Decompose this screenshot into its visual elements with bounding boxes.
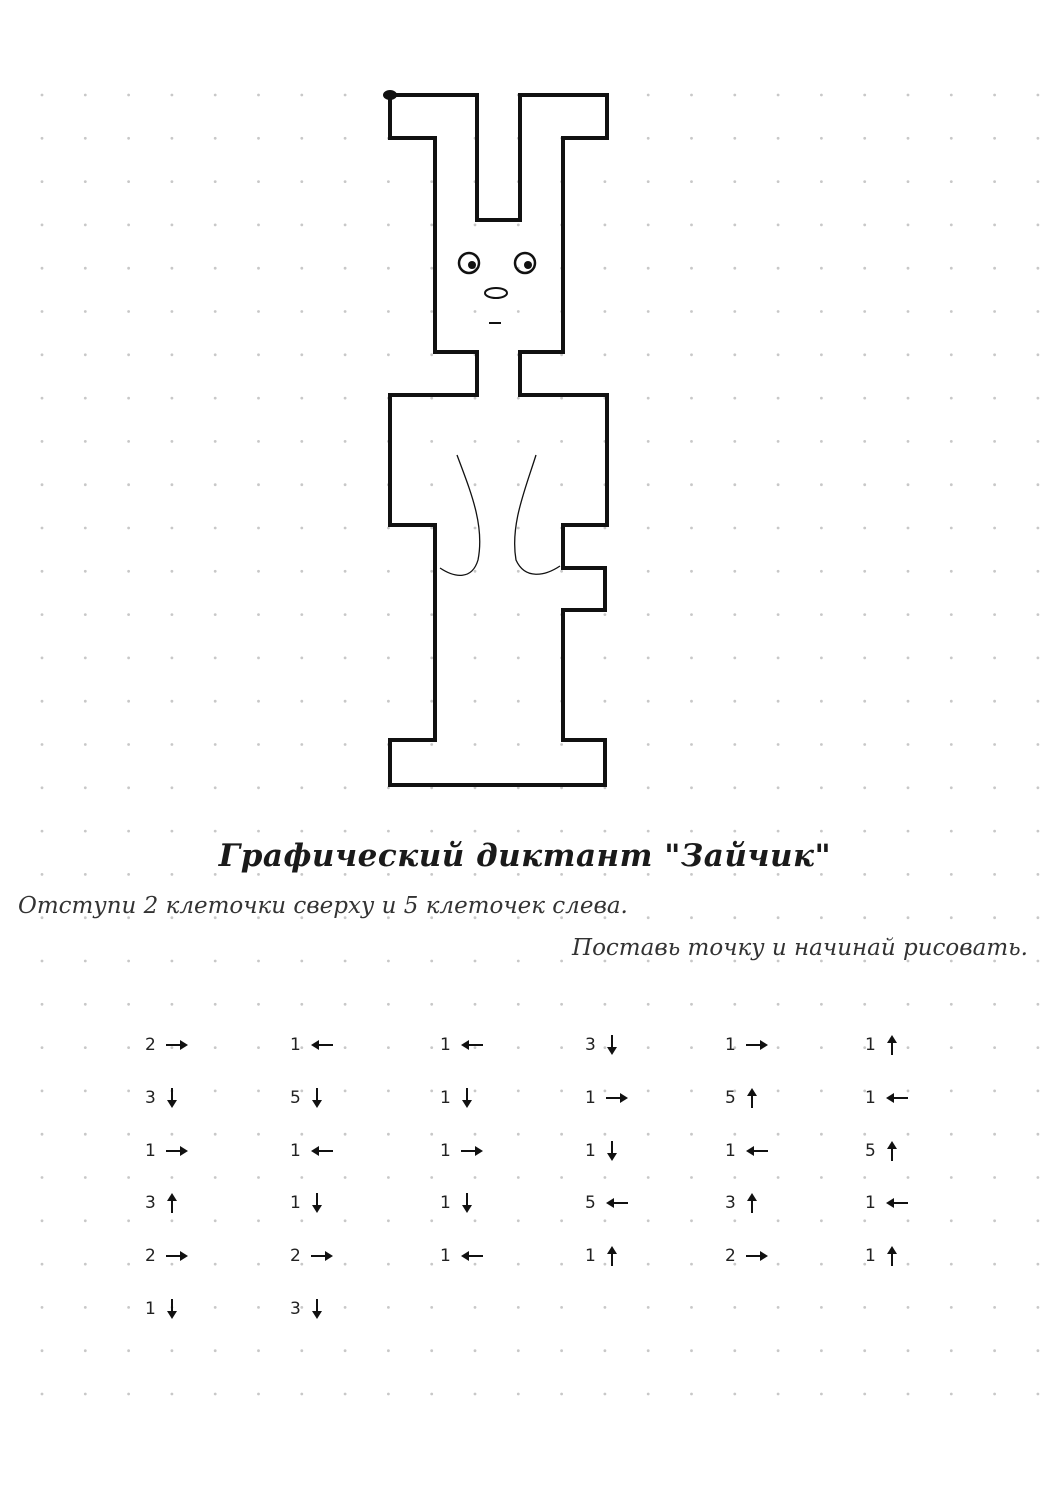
arrow-up-icon: [605, 1245, 619, 1267]
page-title: Графический диктант "Зайчик": [218, 838, 832, 874]
dictation-step: [440, 1243, 484, 1269]
step-count: 1: [145, 1299, 156, 1319]
arrow-right-icon: [165, 1144, 189, 1158]
instruction-start: Поставь точку и начинай рисовать.: [572, 935, 1028, 961]
dictation-step: [585, 1085, 629, 1111]
dictation-step: [725, 1243, 769, 1269]
dictation-step: [145, 1190, 179, 1216]
dictation-step: [290, 1085, 324, 1111]
arrow-right-icon: [165, 1038, 189, 1052]
step-count: 3: [145, 1193, 156, 1213]
arrow-down-icon: [310, 1192, 324, 1214]
arrow-left-icon: [885, 1091, 909, 1105]
step-count: 1: [865, 1193, 876, 1213]
dictation-step: [865, 1243, 899, 1269]
arrow-down-icon: [460, 1087, 474, 1109]
step-count: 1: [145, 1141, 156, 1161]
arrow-up-icon: [165, 1192, 179, 1214]
step-count: 5: [290, 1088, 301, 1108]
step-count: 1: [440, 1246, 451, 1266]
arrow-left-icon: [460, 1038, 484, 1052]
step-count: 2: [145, 1035, 156, 1055]
arrow-right-icon: [745, 1249, 769, 1263]
arrow-left-icon: [460, 1249, 484, 1263]
arrow-right-icon: [745, 1038, 769, 1052]
instruction-offset: Отступи 2 клеточки сверху и 5 клеточек слева.: [18, 893, 628, 919]
step-count: 1: [440, 1088, 451, 1108]
dictation-step: [585, 1190, 629, 1216]
start-dot: [383, 90, 397, 100]
arrow-left-icon: [310, 1038, 334, 1052]
arrow-down-icon: [310, 1298, 324, 1320]
arrow-up-icon: [885, 1245, 899, 1267]
dictation-step: [440, 1032, 484, 1058]
dictation-step: [290, 1190, 324, 1216]
dictation-step: [290, 1296, 324, 1322]
arrow-right-icon: [605, 1091, 629, 1105]
arrow-up-icon: [745, 1087, 759, 1109]
arrow-down-icon: [165, 1298, 179, 1320]
step-count: 1: [865, 1088, 876, 1108]
arrow-up-icon: [745, 1192, 759, 1214]
arrow-down-icon: [460, 1192, 474, 1214]
step-count: 1: [585, 1088, 596, 1108]
dictation-step: [290, 1032, 334, 1058]
dictation-step: [145, 1138, 189, 1164]
arrow-left-icon: [310, 1144, 334, 1158]
dictation-step: [865, 1032, 899, 1058]
dictation-step: [865, 1138, 899, 1164]
step-count: 1: [725, 1141, 736, 1161]
left-eye-icon: [459, 253, 479, 273]
arrow-right-icon: [460, 1144, 484, 1158]
dictation-step: [145, 1085, 179, 1111]
dictation-step: [440, 1085, 474, 1111]
right-eye-icon: [515, 253, 535, 273]
arrow-up-icon: [885, 1034, 899, 1056]
dictation-step: [725, 1085, 759, 1111]
step-count: 1: [585, 1246, 596, 1266]
dictation-step: [865, 1085, 909, 1111]
arrow-down-icon: [165, 1087, 179, 1109]
step-count: 3: [725, 1193, 736, 1213]
arrow-down-icon: [605, 1140, 619, 1162]
step-count: 1: [440, 1193, 451, 1213]
left-paw-curve: [440, 455, 480, 575]
arrow-down-icon: [605, 1034, 619, 1056]
step-count: 1: [725, 1035, 736, 1055]
dictation-step: [865, 1190, 909, 1216]
bunny-outline: [390, 95, 607, 785]
step-count: 5: [585, 1193, 596, 1213]
arrow-down-icon: [310, 1087, 324, 1109]
step-count: 2: [725, 1246, 736, 1266]
dictation-step: [440, 1190, 474, 1216]
step-count: 1: [440, 1035, 451, 1055]
dictation-step: [290, 1243, 334, 1269]
step-count: 3: [585, 1035, 596, 1055]
right-paw-curve: [515, 455, 560, 574]
arrow-up-icon: [885, 1140, 899, 1162]
dictation-step: [725, 1138, 769, 1164]
arrow-right-icon: [310, 1249, 334, 1263]
dictation-step: [145, 1243, 189, 1269]
dictation-step: [585, 1032, 619, 1058]
arrow-right-icon: [165, 1249, 189, 1263]
step-count: 1: [290, 1141, 301, 1161]
dictation-step: [585, 1243, 619, 1269]
arrow-left-icon: [605, 1196, 629, 1210]
step-count: 5: [725, 1088, 736, 1108]
dictation-step: [725, 1032, 769, 1058]
dictation-step: [440, 1138, 484, 1164]
step-count: 1: [865, 1035, 876, 1055]
step-count: 1: [290, 1193, 301, 1213]
dictation-step: [725, 1190, 759, 1216]
arrow-left-icon: [885, 1196, 909, 1210]
step-count: 2: [145, 1246, 156, 1266]
dictation-step: [290, 1138, 334, 1164]
dictation-step: [145, 1032, 189, 1058]
step-count: 1: [290, 1035, 301, 1055]
step-count: 1: [440, 1141, 451, 1161]
dictation-step: [145, 1296, 179, 1322]
step-count: 1: [585, 1141, 596, 1161]
nose-icon: [485, 288, 507, 298]
step-count: 1: [865, 1246, 876, 1266]
step-count: 2: [290, 1246, 301, 1266]
step-count: 3: [290, 1299, 301, 1319]
arrow-left-icon: [745, 1144, 769, 1158]
step-count: 3: [145, 1088, 156, 1108]
step-count: 5: [865, 1141, 876, 1161]
dictation-step: [585, 1138, 619, 1164]
